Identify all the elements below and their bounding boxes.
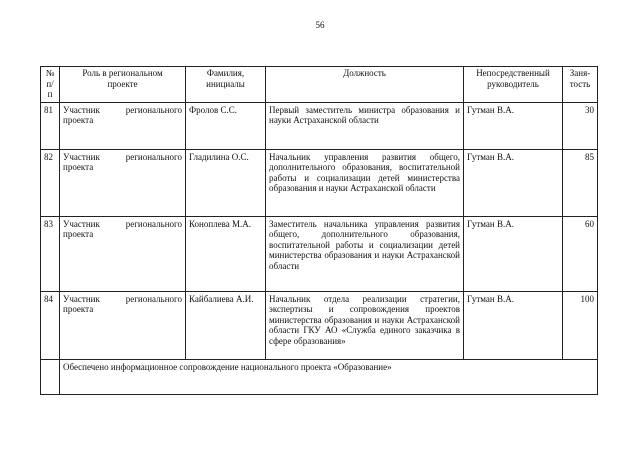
header-position: Должность (266, 67, 464, 103)
row-role: Участник регионального проекта (60, 149, 186, 216)
row-number: 84 (41, 291, 60, 359)
row-role: Участник регионального проекта (60, 102, 186, 149)
row-name: Фролов С.С. (186, 102, 266, 149)
row-supervisor: Гутман В.А. (464, 149, 563, 216)
project-staff-table (40, 66, 598, 395)
table-row (41, 102, 598, 149)
header-role: Роль в региональном проекте (60, 67, 186, 103)
row-name: Коноплева М.А. (186, 216, 266, 291)
table-row (41, 216, 598, 291)
header-name: Фамилия, инициалы (186, 67, 266, 103)
row-name: Кайбалиева А.И. (186, 291, 266, 359)
row-load: 100 (563, 291, 598, 359)
table-footer-row (41, 359, 598, 394)
row-name: Гладилина О.С. (186, 149, 266, 216)
row-number: 82 (41, 149, 60, 216)
footer-text: Обеспечено информационное сопровождение национального проекта «Образование» (60, 359, 598, 394)
row-number: 81 (41, 102, 60, 149)
row-position: Начальник отдела реализации стратегии, экспертизы и сопровождения проектов министерства образования и науки Астраханской области ГКУ АО «Служба единого заказчика в сфере образования» (266, 291, 464, 359)
row-role: Участник регионального проекта (60, 216, 186, 291)
footer-empty-cell (41, 359, 60, 394)
row-load: 85 (563, 149, 598, 216)
table-row (41, 149, 598, 216)
header-num: № п/п (41, 67, 60, 103)
row-supervisor: Гутман В.А. (464, 216, 563, 291)
header-load: Заня- тость (563, 67, 598, 103)
header-supervisor: Непосредственный руководитель (464, 67, 563, 103)
row-load: 60 (563, 216, 598, 291)
table-row (41, 291, 598, 359)
row-load: 30 (563, 102, 598, 149)
row-number: 83 (41, 216, 60, 291)
row-position: Заместитель начальника управления развития общего, дополнительного образования, воспитательной работы и социализации детей министерства образования и науки Астраханской области (266, 216, 464, 291)
row-supervisor: Гутман В.А. (464, 291, 563, 359)
row-position: Первый заместитель министра образования и науки Астраханской области (266, 102, 464, 149)
table-header-row (41, 67, 598, 103)
row-supervisor: Гутман В.А. (464, 102, 563, 149)
row-role: Участник регионального проекта (60, 291, 186, 359)
row-position: Начальник управления развития общего, дополнительного образования, воспитательной работы и социализации детей министерства образования и науки Астраханской области (266, 149, 464, 216)
page-number: 56 (315, 20, 325, 30)
